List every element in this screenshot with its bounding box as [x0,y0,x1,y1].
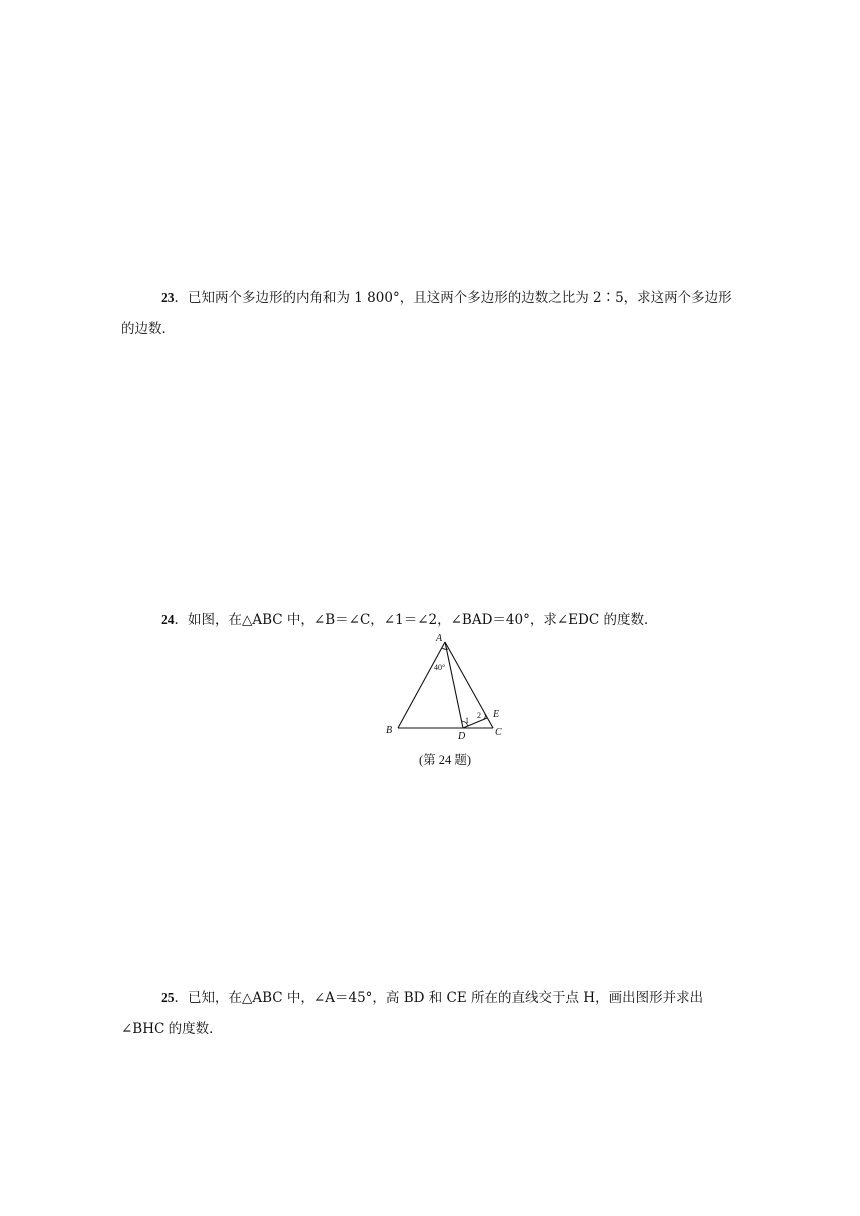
number-separator: ． [174,990,188,1006]
vertex-label-d: D [458,731,466,742]
vertex-label-b: B [386,725,393,736]
number-separator: ． [174,290,188,306]
angle-label-1: 1 [465,716,469,725]
number-separator: ． [174,612,188,628]
angle-label-2: 2 [477,711,481,720]
problem-statement: 如图，在△ABC 中，∠B＝∠C，∠1＝∠2，∠BAD＝40°，求∠EDC 的度数． [188,612,658,628]
problem-25-text [121,982,741,1045]
side-ab [398,642,445,728]
triangle-figure [380,632,510,744]
segment-ad [445,642,463,728]
problem-number: 25 [161,990,175,1005]
angle-label-bad: 40° [434,663,446,672]
problem-number: 23 [161,290,175,305]
vertex-label-c: C [495,727,502,738]
side-ac [445,642,493,728]
problem-statement: 已知两个多边形的内角和为 1 800°，且这两个多边形的边数之比为 2∶5，求这两个多边形的边数． [121,290,732,337]
angle-arc-a [442,648,448,649]
problem-23 [121,282,741,345]
triangle-diagram [380,632,510,744]
vertex-label-a: A [436,633,443,644]
problem-25 [121,982,741,1045]
problem-23-text [121,282,741,345]
vertex-label-e: E [493,709,500,720]
problem-statement: 已知，在△ABC 中，∠A＝45°，高 BD 和 CE 所在的直线交于点 H，画出图形并求出∠BHC 的度数． [121,990,704,1037]
figure-caption: (第 24 题) [418,753,472,767]
problem-number: 24 [161,612,175,627]
